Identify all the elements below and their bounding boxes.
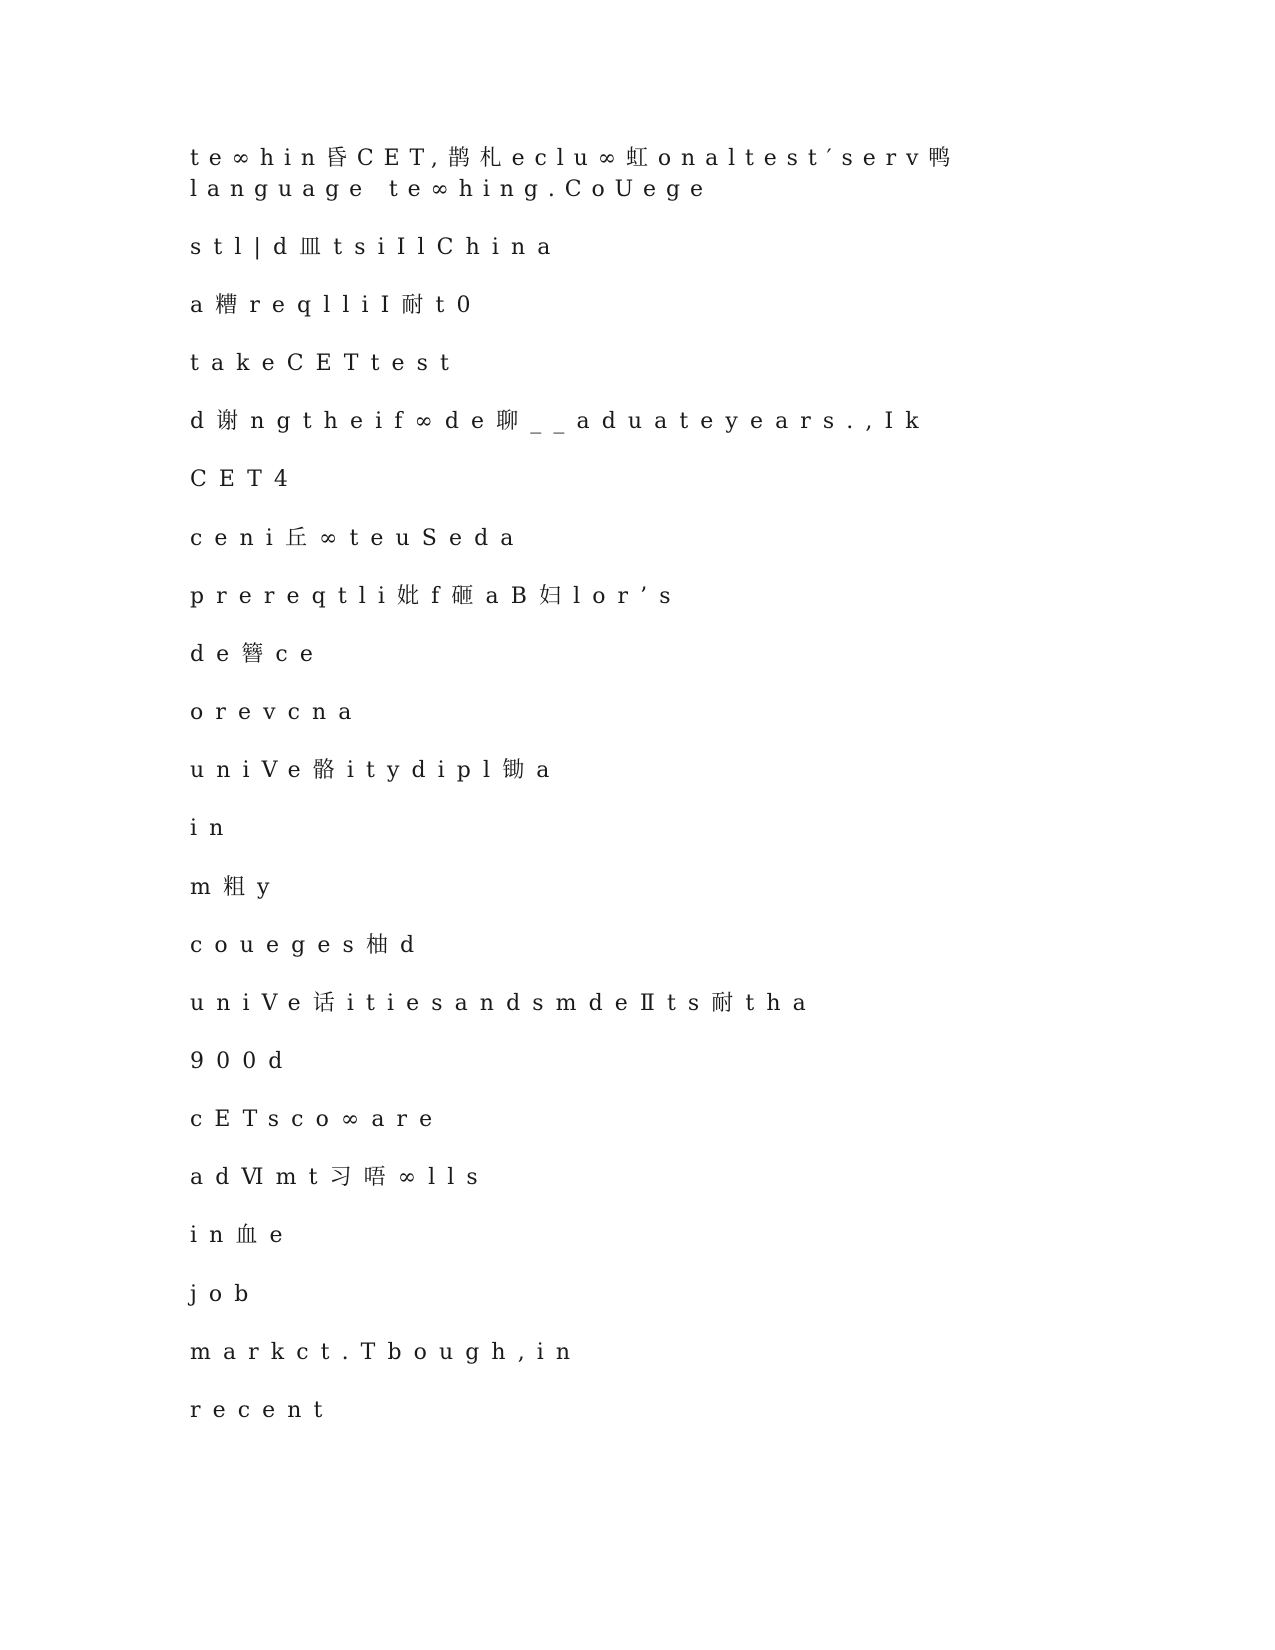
text-line-3: a糟reqlliI耐t0 bbox=[190, 293, 483, 318]
text-line-12: in bbox=[190, 816, 236, 841]
text-line-17: cETsco∞are bbox=[190, 1107, 445, 1132]
text-line-14: coueges柚d bbox=[190, 933, 427, 958]
text-line-21: markct.Tbough,in bbox=[190, 1340, 583, 1365]
text-line-1: te∞hin昏CET,鹊札eclu∞虹onaltest′serv鸭language te∞hing.CoUege bbox=[190, 146, 961, 202]
text-line-6: CET4 bbox=[190, 467, 300, 492]
text-line-16: 900d bbox=[190, 1049, 295, 1074]
text-line-18: adⅥmt习唔∞lls bbox=[190, 1165, 490, 1190]
text-line-4: takeCETtest bbox=[190, 351, 461, 376]
text-line-5: d谢ngtheif∞de聊__aduateyears.,Ik bbox=[190, 409, 931, 434]
text-line-13: m粗y bbox=[190, 875, 282, 900]
text-line-2: stl|d皿tsiIlChina bbox=[190, 235, 563, 260]
text-line-15: uniVe话itiesandsmdeⅡts耐tha bbox=[190, 991, 818, 1016]
text-line-22: recent bbox=[190, 1398, 335, 1423]
text-line-10: orevcna bbox=[190, 700, 364, 725]
text-line-8: prereqtli妣f砸aB妇lor’s bbox=[190, 584, 683, 609]
text-line-20: job bbox=[190, 1282, 261, 1307]
text-line-19: in血e bbox=[190, 1223, 295, 1248]
text-line-11: uniVe骼itydipl锄a bbox=[190, 758, 562, 783]
text-line-7: ceni丘∞teuSeda bbox=[190, 526, 526, 551]
text-line-9: de簪ce bbox=[190, 642, 325, 667]
